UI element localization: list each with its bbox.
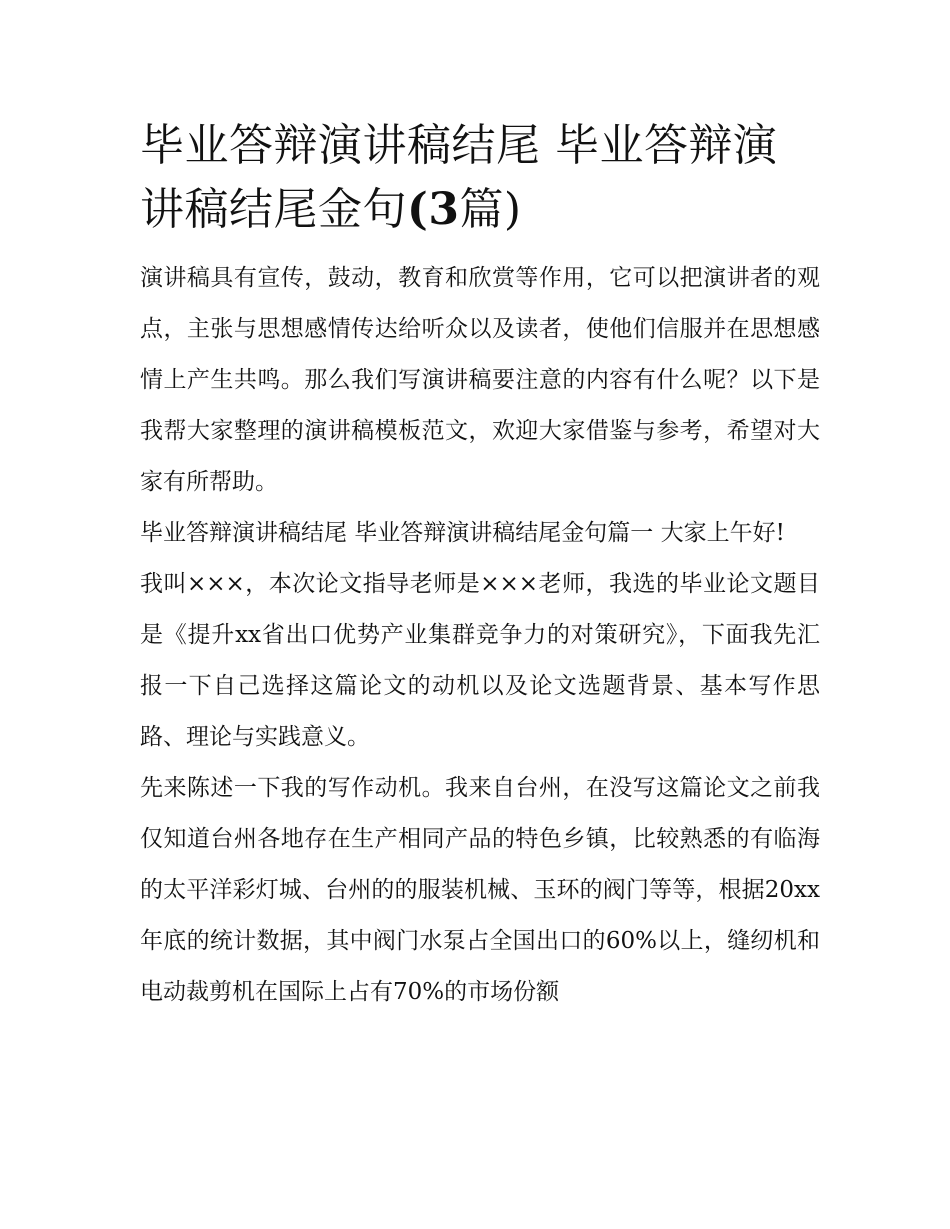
paragraph-intro: 演讲稿具有宣传，鼓动，教育和欣赏等作用，它可以把演讲者的观点，主张与思想感情传达给听众以及读者，使他们信服并在思想感情上产生共鸣。那么我们写演讲稿要注意的内容有什么呢？以下是我帮大家整理的演讲稿模板范文，欢迎大家借鉴与参考，希望对大家有所帮助。 [140, 265, 820, 495]
title-number: (3 [407, 184, 460, 235]
title-spacing [140, 242, 820, 253]
document-title: 毕业答辩演讲稿结尾 毕业答辩演讲稿结尾金句(3篇) [140, 120, 778, 235]
paragraph-heading-greeting: 毕业答辩演讲稿结尾 毕业答辩演讲稿结尾金句篇一 大家上午好! [140, 520, 785, 546]
paragraph-self-introduction: 我叫×××，本次论文指导老师是×××老师，我选的毕业论文题目是《提升xx省出口优势产业集群竞争力的对策研究》，下面我先汇报一下自己选择这篇论文的动机以及论文选题背景、基本写作思路、理论与实践意义。 [140, 571, 820, 750]
document-content [140, 114, 820, 1018]
paragraph-motivation: 先来陈述一下我的写作动机。我来自台州，在没写这篇论文之前我仅知道台州各地存在生产相同产品的特色乡镇，比较熟悉的有临海的太平洋彩灯城、台州的的服装机械、玉环的阀门等等，根据20xx年底的统计数据，其中阀门水泵占全国出口的60%以上，缝纫机和电动裁剪机在国际上占有70%的市场份额 [140, 775, 820, 1005]
